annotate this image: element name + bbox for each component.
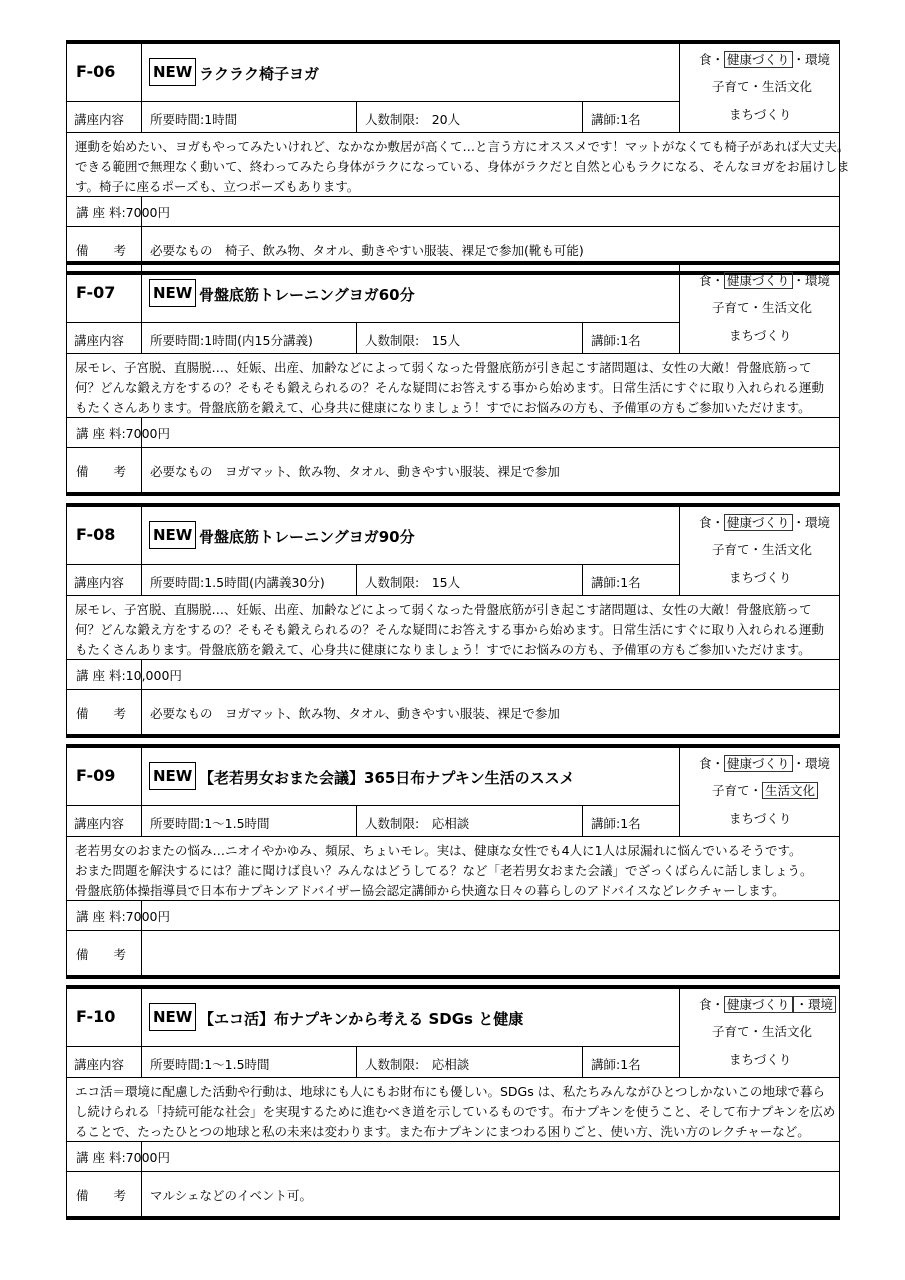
notes-label: 備 考: [76, 947, 127, 962]
bottom-rule: [66, 492, 840, 496]
category-line1_a: 食・: [699, 52, 725, 67]
instructors: 講師:1名: [591, 816, 641, 831]
duration: 所要時間:1時間(内15分講義): [150, 333, 313, 348]
category-line-1: [699, 50, 830, 68]
fee-value: 7000円: [125, 909, 170, 924]
capacity: 人数制限: 20人: [365, 112, 461, 127]
course-card: [66, 261, 840, 496]
description-line: 運動を始めたい、ヨガもやってみたいけれど、なかなか敷居が高くて…と言う方にオススメです！マットがなくても椅子があれば大丈夫。: [75, 139, 850, 154]
fee-row: 講 座 料:7000円: [76, 205, 170, 220]
course-code: F-06: [76, 62, 116, 81]
category-line-2: [712, 540, 812, 558]
course-code: F-08: [76, 525, 116, 544]
description-line: し続けられる「持続可能な社会」を実現するために進むべき道を示しているものです。布ナプキンを使うこと、そして布ナプキンを広め: [75, 1104, 836, 1119]
category-line1_b: 健康づくり: [724, 51, 793, 68]
category-line-3: まちづくり: [729, 570, 792, 585]
fee-value: 7000円: [125, 426, 170, 441]
description-line: ることで、たったひとつの地球と私の未来は変わります。また布ナプキンにまつわる困りごと、使い方、洗い方のレクチャーなど。: [75, 1124, 810, 1139]
fee-label: 講 座 料: [76, 668, 122, 683]
capacity: 人数制限: 15人: [365, 333, 461, 348]
category-line-1: [699, 995, 836, 1013]
notes-value: 必要なもの 椅子、飲み物、タオル、動きやすい服装、裸足で参加(靴も可能): [150, 243, 584, 258]
course-card: [66, 40, 850, 275]
duration: 所要時間:1.5時間(内講義30分): [150, 575, 325, 590]
fee-value: 7000円: [125, 1150, 170, 1165]
notes-value: マルシェなどのイベント可。: [150, 1188, 312, 1203]
new-badge: NEW: [149, 521, 196, 549]
category-line2_b: 生活文化: [762, 542, 813, 557]
category-line1_c: ・環境: [792, 52, 831, 67]
instructors: 講師:1名: [591, 1057, 641, 1072]
instructors: 講師:1名: [591, 575, 641, 590]
course-card: [66, 985, 840, 1220]
course-grid: [66, 989, 840, 1216]
description-line: 何？どんな鍛え方をするの？そもそも鍛えられるの？そんな疑問にお答えする事から始めます。日常生活にすぐに取り入れられる運動: [75, 622, 825, 637]
course-grid: [66, 265, 840, 492]
content-label: 講座内容: [74, 1057, 125, 1072]
fee-label: 講 座 料: [76, 426, 122, 441]
description: [75, 358, 831, 418]
category-line1_a: 食・: [699, 515, 725, 530]
description-line: 何？どんな鍛え方をするの？そもそも鍛えられるの？そんな疑問にお答えする事から始めます。日常生活にすぐに取り入れられる運動: [75, 380, 825, 395]
category-line2_b: 生活文化: [762, 300, 813, 315]
category-line-1: [699, 271, 830, 289]
category-line1_b: 健康づくり: [724, 996, 793, 1013]
course-grid: [66, 44, 850, 271]
description-line: 老若男女のおまたの悩み…ニオイやかゆみ、頻尿、ちょいモレ。実は、健康な女性でも4人に1人は尿漏れに悩んでいるそうです。: [75, 843, 802, 858]
category-line1_c: ・環境: [792, 756, 831, 771]
course-code: F-10: [76, 1007, 116, 1026]
bottom-rule: [66, 734, 840, 738]
fee-value: 10,000円: [125, 668, 182, 683]
content-label: 講座内容: [74, 112, 125, 127]
new-badge: NEW: [149, 279, 196, 307]
description-line: もたくさんあります。骨盤底筋を鍛えて、心身共に健康になりましょう！すでにお悩みの方も、予備軍の方もご参加いただけます。: [75, 400, 811, 415]
category-line2_a: 子育て・: [712, 79, 763, 94]
notes-label: 備 考: [76, 1188, 127, 1203]
bottom-rule: [66, 1216, 840, 1220]
fee-value: 7000円: [125, 205, 170, 220]
notes-value: 必要なもの ヨガマット、飲み物、タオル、動きやすい服装、裸足で参加: [150, 706, 560, 721]
fee-row: 講 座 料:7000円: [76, 1150, 170, 1165]
category-line-3: まちづくり: [729, 1052, 792, 1067]
capacity: 人数制限: 応相談: [365, 1057, 470, 1072]
category-line-3: まちづくり: [729, 811, 792, 826]
bottom-rule: [66, 975, 840, 979]
notes-label: 備 考: [76, 464, 127, 479]
duration: 所要時間:1～1.5時間: [150, 1057, 270, 1072]
category-line1_a: 食・: [699, 273, 725, 288]
course-card: [66, 744, 840, 979]
category-line2_a: 子育て・: [712, 300, 763, 315]
new-badge: NEW: [149, 58, 196, 86]
description: [75, 1082, 836, 1142]
category-line-3: まちづくり: [729, 328, 792, 343]
category-line1_c: ・環境: [792, 515, 831, 530]
description: [75, 600, 831, 660]
content-label: 講座内容: [74, 333, 125, 348]
fee-row: 講 座 料:7000円: [76, 426, 170, 441]
notes-value: 必要なもの ヨガマット、飲み物、タオル、動きやすい服装、裸足で参加: [150, 464, 560, 479]
description-line: もたくさんあります。骨盤底筋を鍛えて、心身共に健康になりましょう！すでにお悩みの方も、予備軍の方もご参加いただけます。: [75, 642, 811, 657]
category-line2_b: 生活文化: [762, 782, 818, 799]
course-title: 骨盤底筋トレーニングヨガ60分: [199, 286, 415, 304]
fee-row: 講 座 料:10,000円: [76, 668, 182, 683]
category-line-2: [712, 77, 812, 95]
capacity: 人数制限: 応相談: [365, 816, 470, 831]
category-line-1: [699, 513, 830, 531]
category-line2_a: 子育て・: [712, 783, 763, 798]
category-line1_a: 食・: [699, 756, 725, 771]
description-line: す。椅子に座るポーズも、立つポーズもあります。: [75, 179, 360, 194]
category-line2_b: 生活文化: [762, 79, 813, 94]
description-line: おまた問題を解決するには？誰に聞けば良い？みんなはどうしてる？など「老若男女おまた会議」でざっくばらんに話しましょう。: [75, 863, 813, 878]
category-line-3: まちづくり: [729, 107, 792, 122]
course-grid: [66, 507, 840, 734]
description-line: できる範囲で無理なく動いて、終わってみたら身体がラクになっている、身体がラクだと自然と心もラクになる、そんなヨガをお届けしま: [75, 159, 850, 174]
category-line-2: [712, 781, 818, 799]
category-line1_b: 健康づくり: [724, 755, 793, 772]
category-line-1: [699, 754, 830, 772]
description-line: 骨盤底筋体操指導員で日本布ナプキンアドバイザー協会認定講師から快適な日々の暮らしのアドバイスなどレクチャーします。: [75, 883, 785, 898]
capacity: 人数制限: 15人: [365, 575, 461, 590]
fee-label: 講 座 料: [76, 1150, 122, 1165]
category-line-2: [712, 298, 812, 316]
description-line: エコ活＝環境に配慮した活動や行動は、地球にも人にもお財布にも優しい。SDGs は、私たちみんながひとつしかないこの地球で暮ら: [75, 1084, 825, 1099]
new-badge: NEW: [149, 762, 196, 790]
category-line1_c: ・環境: [792, 273, 831, 288]
course-card: [66, 503, 840, 738]
category-line2_b: 生活文化: [762, 1024, 813, 1039]
description: [75, 137, 850, 197]
category-line-2: [712, 1022, 812, 1040]
course-title: 【老若男女おまた会議】365日布ナプキン生活のススメ: [199, 769, 575, 787]
duration: 所要時間:1～1.5時間: [150, 816, 270, 831]
category-line1_b: 健康づくり: [724, 514, 793, 531]
description: [75, 841, 831, 901]
course-title: 骨盤底筋トレーニングヨガ90分: [199, 528, 415, 546]
duration: 所要時間:1時間: [150, 112, 238, 127]
fee-label: 講 座 料: [76, 205, 122, 220]
course-grid: [66, 748, 840, 975]
content-label: 講座内容: [74, 575, 125, 590]
instructors: 講師:1名: [591, 112, 641, 127]
course-title: 【エコ活】布ナプキンから考える SDGs と健康: [199, 1010, 524, 1028]
fee-row: 講 座 料:7000円: [76, 909, 170, 924]
category-line1_c: ・環境: [793, 996, 837, 1013]
category-line1_a: 食・: [699, 997, 725, 1012]
course-code: F-07: [76, 283, 116, 302]
notes-label: 備 考: [76, 243, 127, 258]
category-line1_b: 健康づくり: [724, 272, 793, 289]
content-label: 講座内容: [74, 816, 125, 831]
description-line: 尿モレ、子宮脱、直腸脱…、妊娠、出産、加齢などによって弱くなった骨盤底筋が引き起こす諸問題は、女性の大敵！骨盤底筋って: [75, 360, 812, 375]
instructors: 講師:1名: [591, 333, 641, 348]
new-badge: NEW: [149, 1003, 196, 1031]
fee-label: 講 座 料: [76, 909, 122, 924]
notes-label: 備 考: [76, 706, 127, 721]
category-line2_a: 子育て・: [712, 542, 763, 557]
category-line2_a: 子育て・: [712, 1024, 763, 1039]
description-line: 尿モレ、子宮脱、直腸脱…、妊娠、出産、加齢などによって弱くなった骨盤底筋が引き起こす諸問題は、女性の大敵！骨盤底筋って: [75, 602, 812, 617]
course-title: ラクラク椅子ヨガ: [199, 65, 320, 83]
course-code: F-09: [76, 766, 116, 785]
